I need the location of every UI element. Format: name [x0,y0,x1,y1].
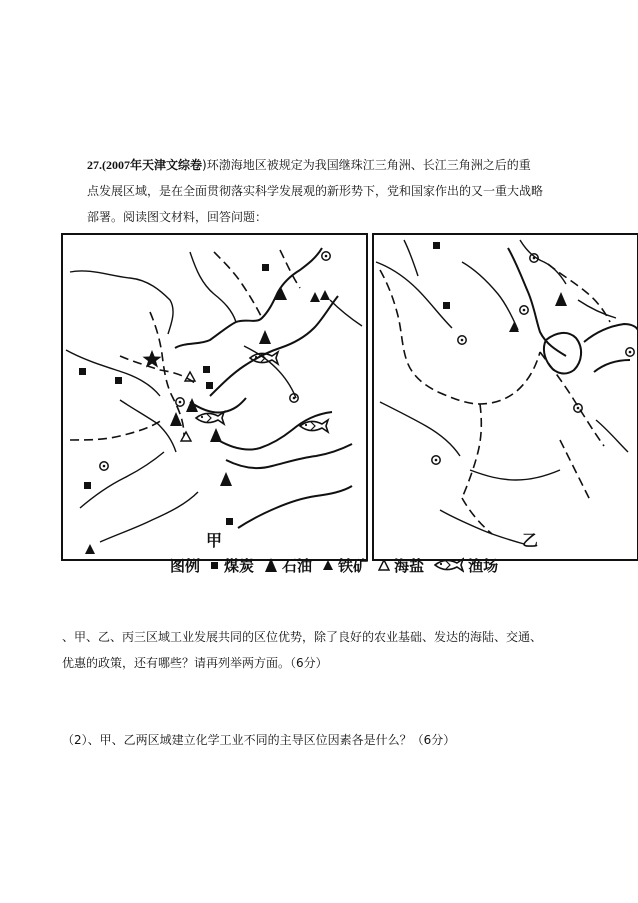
intro-line-3: 部署。阅读图文材料，回答问题： [87,210,268,224]
mine-markers-b [432,254,634,464]
legend-label-fishery: 渔场 [468,556,499,575]
map-panel-a [62,234,367,560]
oil-icon [264,557,278,573]
fishery-icon [434,557,464,573]
legend-item-salt [378,555,424,576]
question-source: 年天津文综卷 [130,158,203,172]
rivers-a [66,252,362,542]
legend-item-fishery [434,555,498,576]
map-legend [170,552,498,578]
legend-item-oil [264,555,312,576]
iron-icon [322,559,334,571]
coal-markers-a [79,264,269,525]
legend-title: 图例 [170,556,201,575]
question-1 [62,624,622,676]
question-1-line-1: 、甲、乙、丙三区域工业发展共同的区位优势，除了良好的农业基础、发达的海陆、交通、 [62,630,543,644]
question-1-line-2: 优惠的政策，还有哪些？请再列举两方面。（6分） [62,656,328,670]
coastline-a [175,248,352,528]
legend-item-iron [322,555,368,576]
rivers-b [376,240,628,544]
legend-label-coal: 煤炭 [224,556,255,575]
question-2: （2）、甲、乙两区域建立化学工业不同的主导区位因素各是什么？（6分） [62,733,456,747]
legend-item-coal [210,555,254,576]
legend-label-salt: 海盐 [394,556,425,575]
boundaries-b [380,264,610,534]
salt-icon [378,559,390,571]
capital-star [143,350,162,368]
iron-markers-b [509,322,519,332]
legend-label-iron: 铁矿 [338,556,369,575]
coal-markers-b [433,242,450,309]
coal-icon [210,560,220,570]
oil-markers-b [555,292,567,306]
map-panel-b [373,234,638,560]
legend-label-oil: 石油 [282,556,313,575]
oil-markers-a [170,287,287,486]
intro-line-2: 点发展区域，是在全面贯彻落实科学发展观的新形势下，党和国家作出的又一重大战略 [87,184,544,198]
question-number: 27.(2007 [87,158,130,172]
intro-text-1: )环渤海地区被规定为我国继珠江三角洲、长江三角洲之后的重 [202,158,531,172]
panel-b-label: 乙 [522,531,539,550]
panel-a-label: 甲 [206,531,223,550]
